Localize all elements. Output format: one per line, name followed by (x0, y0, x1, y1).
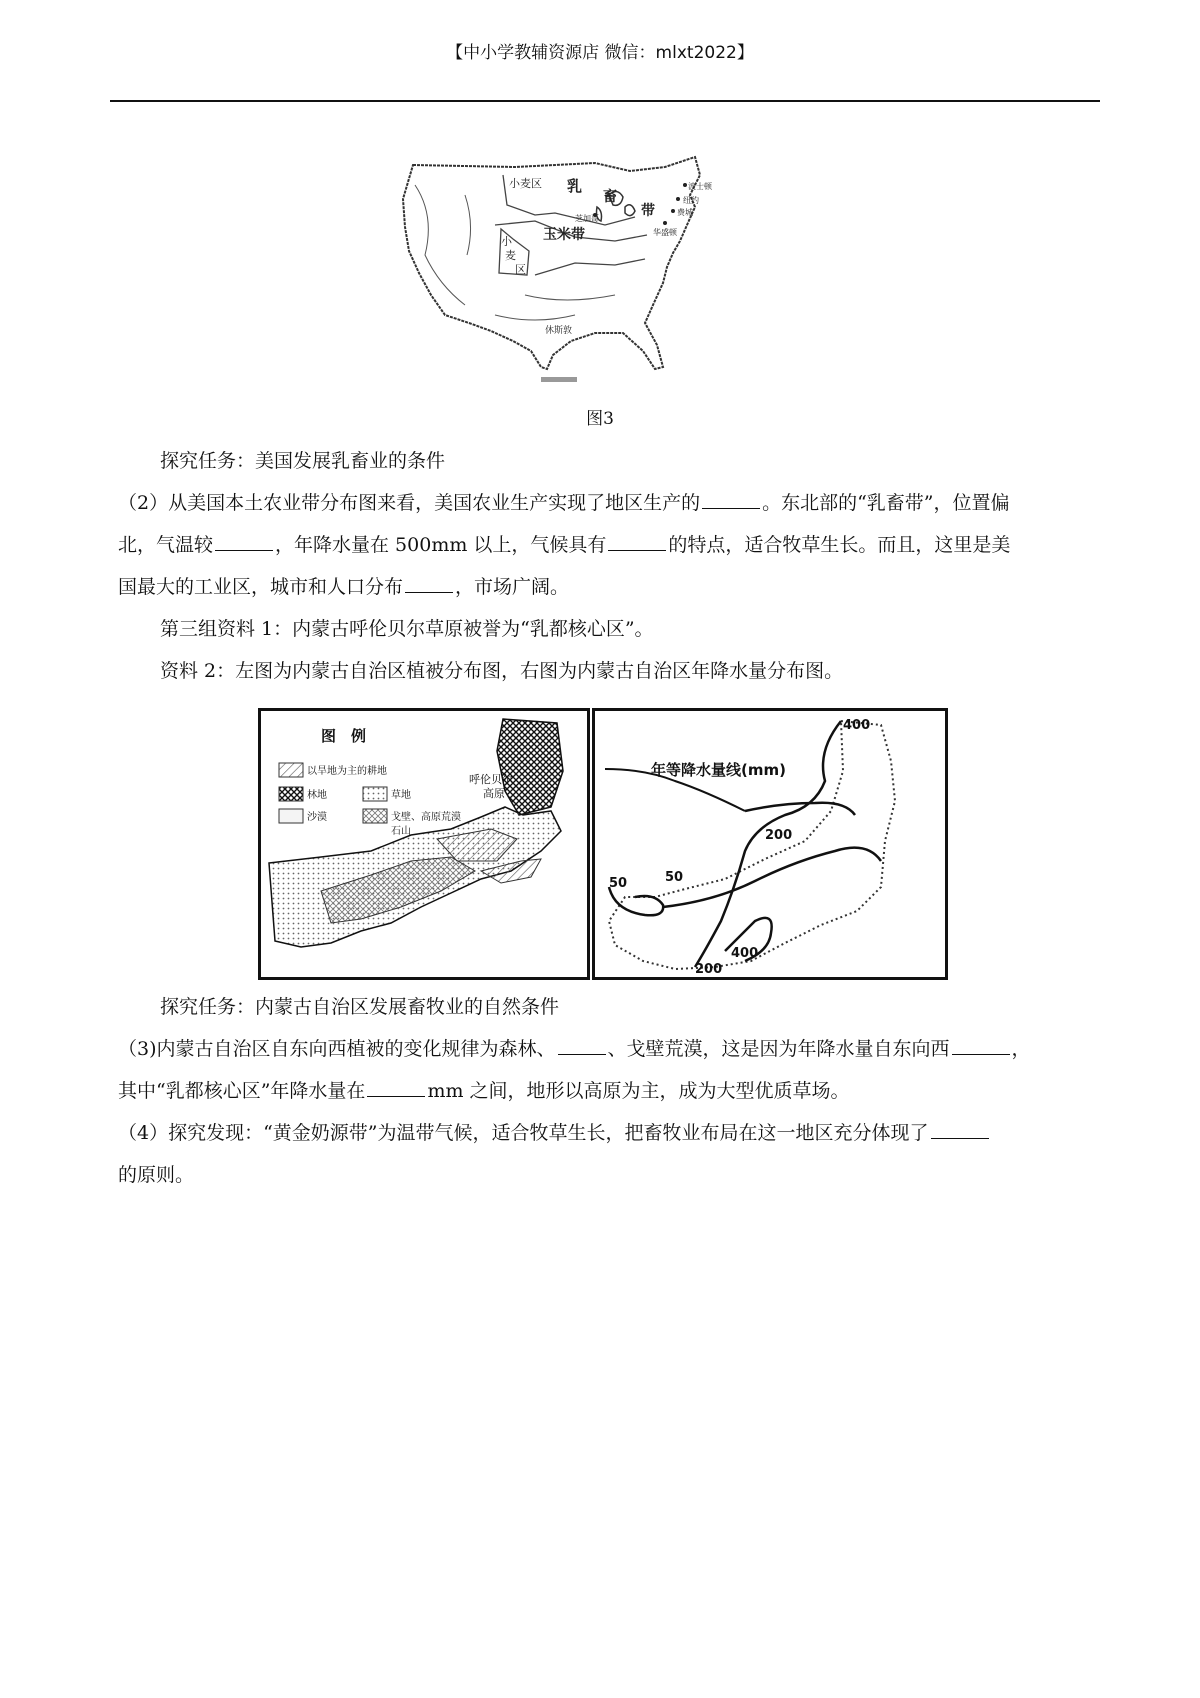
label-wheat-south-3: 区 (515, 263, 526, 276)
answer-blank (367, 1078, 425, 1097)
us-agriculture-map (395, 155, 715, 395)
header-divider (110, 100, 1100, 102)
task4-line-2: 的原则。 (118, 1164, 195, 1186)
answer-blank (215, 532, 273, 551)
answer-blank (405, 574, 453, 593)
label-washington: 华盛顿 (653, 228, 677, 237)
label-wheat-south-1: 小 (501, 235, 512, 248)
page-header: 【中小学教辅资源店 微信：mlxt2022】 (446, 43, 754, 63)
label-dairy-3: 带 (641, 203, 655, 219)
task2-line-1: （2）从美国本土农业带分布图来看，美国农业生产实现了地区生产的 。东北部的“乳畜带”，位置偏 (118, 492, 1010, 514)
label-boston: 波士顿 (688, 182, 712, 191)
inner-mongolia-maps (258, 708, 946, 978)
isoline-label-200-bottom: 200 (695, 962, 723, 977)
label-corn-belt: 玉米带 (543, 227, 585, 243)
group3-material-1: 第三组资料 1：内蒙古呼伦贝尔草原被誉为“乳都核心区”。 (160, 618, 654, 640)
isoline-label-400-top: 400 (843, 718, 871, 733)
label-dairy-2: 畜 (603, 189, 617, 205)
legend-item-desert: 沙漠 (307, 812, 327, 823)
task2-title: 探究任务：美国发展乳畜业的条件 (160, 450, 446, 472)
legend-item-gobi: 戈壁、高原荒漠 (391, 812, 461, 823)
isoline-label-200-mid: 200 (765, 828, 793, 843)
precipitation-map (592, 708, 948, 980)
legend-item-cropland: 以旱地为主的耕地 (307, 766, 387, 777)
precip-map-title: 年等降水量线(mm) (651, 761, 786, 779)
label-philadelphia: 费城 (677, 208, 693, 217)
answer-blank (702, 490, 760, 509)
answer-blank (931, 1120, 989, 1139)
legend-item-forest: 林地 (307, 790, 327, 801)
label-new-york: 纽约 (683, 196, 699, 205)
answer-blank (952, 1036, 1010, 1055)
isoline-label-50-center: 50 (665, 870, 684, 885)
label-houston: 休斯敦 (545, 326, 573, 336)
legend-title: 图 例 (321, 727, 367, 745)
isoline-label-50-left: 50 (609, 876, 628, 891)
answer-blank (558, 1036, 606, 1055)
label-chicago: 芝加哥 (575, 214, 599, 223)
isoline-label-400-bottom: 400 (731, 946, 759, 961)
plateau-label-gaoyuan: 高原 (483, 787, 505, 800)
legend-item-rocky: 石山 (391, 826, 411, 837)
task4-line-1: （4）探究发现：“黄金奶源带”为温带气候，适合牧草生长，把畜牧业布局在这一地区充分体现了 (118, 1119, 991, 1147)
task3-title: 探究任务：内蒙古自治区发展畜牧业的自然条件 (160, 996, 560, 1018)
label-wheat-north: 小麦区 (509, 177, 542, 190)
group3-material-2: 资料 2：左图为内蒙古自治区植被分布图，右图为内蒙古自治区年降水量分布图。 (160, 660, 844, 682)
task2-line-3: 国最大的工业区，城市和人口分布 ，市场广阔。 (118, 576, 570, 598)
answer-blank (608, 532, 666, 551)
label-wheat-south-2: 麦 (505, 249, 516, 262)
task3-line-1: （3)内蒙古自治区自东向西植被的变化规律为森林、 、戈壁荒漠，这是因为年降水量自东向西 ， (118, 1038, 1031, 1060)
plateau-label-hulunbuir: 呼伦贝尔 (469, 773, 513, 786)
vegetation-map (258, 708, 590, 980)
figure-3-caption: 图3 (586, 409, 614, 429)
task3-line-2: 其中“乳都核心区”年降水量在 mm 之间，地形以高原为主，成为大型优质草场。 (118, 1080, 850, 1102)
task2-line-2: 北，气温较 ，年降水量在 500mm 以上，气候具有 的特点，适合牧草生长。而且，这里是美 (118, 534, 1011, 556)
label-dairy-1: 乳 (567, 177, 583, 195)
legend-item-grassland: 草地 (391, 790, 411, 801)
